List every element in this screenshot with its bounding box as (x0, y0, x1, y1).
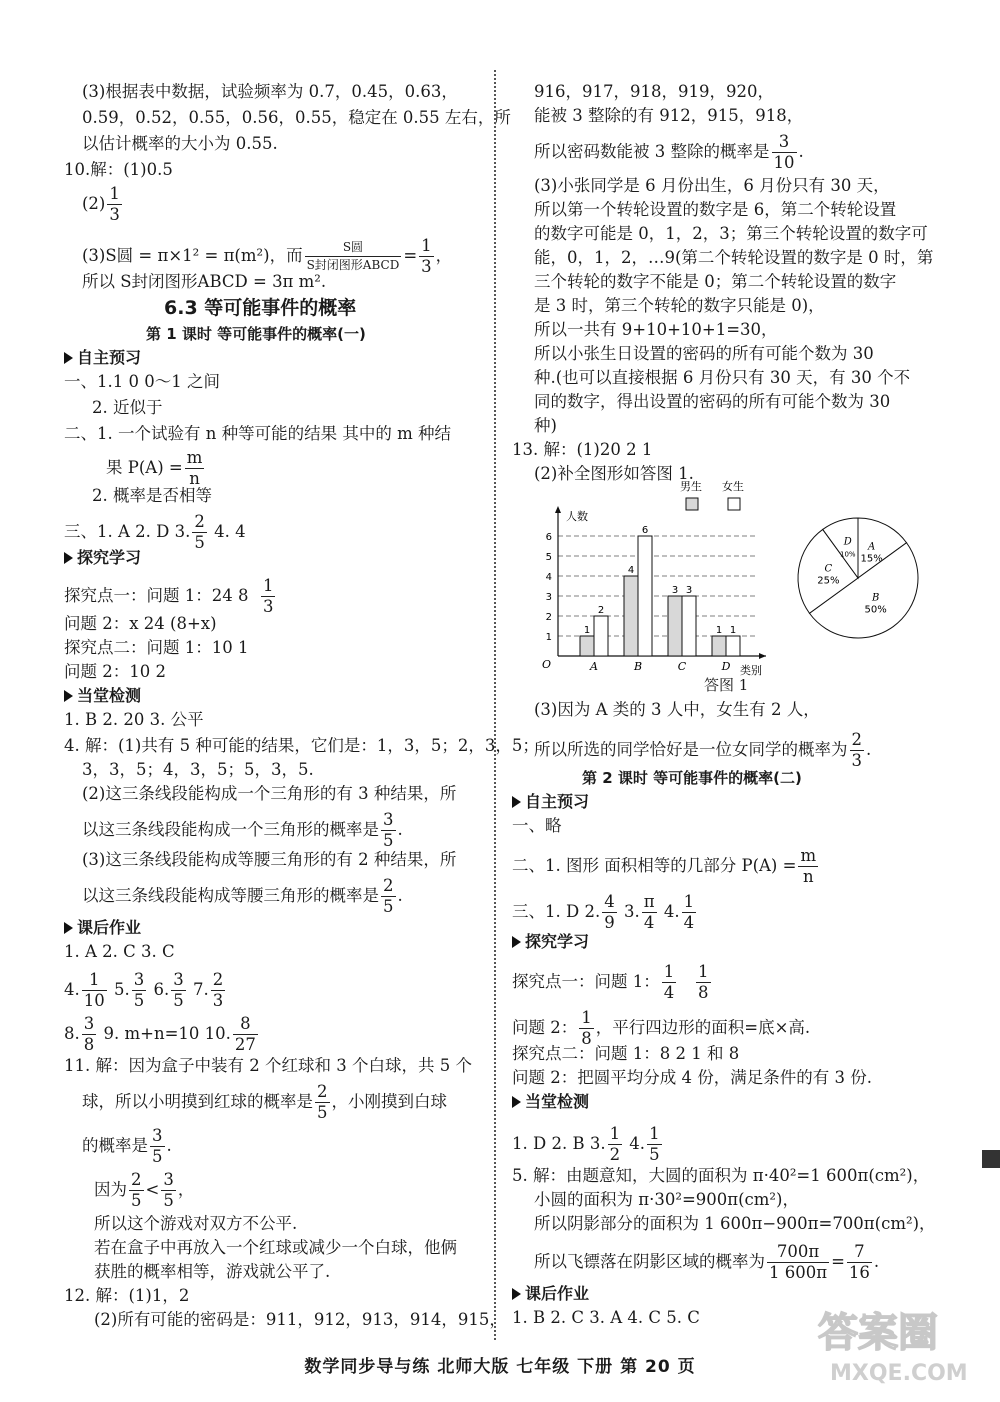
fraction: $\frac{m}{n}$ (186, 448, 203, 488)
page-edge-mark (982, 1150, 1000, 1168)
answer-line: 三个转轮的数字不能是 0；第二个转轮设置的数字 (534, 272, 897, 291)
answer-line: (3)小张同学是 6 月份出生，6 月份只有 30 天， (534, 176, 890, 195)
answer-line: 探究点二：问题 1：10 1 (64, 638, 249, 657)
bar-data-label: 1 (583, 625, 591, 636)
y-tick-label: 2 (545, 612, 552, 623)
heading-explore: 探究学习 (64, 546, 141, 570)
answer-line: 10.解：(1)0.5 (64, 160, 173, 179)
fraction: $\frac{1}{3}$ (109, 184, 120, 224)
fraction: $\frac{1}{4}$ (683, 892, 695, 932)
fraction: $\frac{1}{10}$ (83, 970, 105, 1010)
x-tick-label: B (633, 660, 643, 673)
fraction: $\frac{700\pi}{1 600\pi}$ (769, 1242, 828, 1282)
lesson-title: 第 2 课时 等可能事件的概率(二) (582, 769, 802, 787)
fraction: $\frac{3}{5}$ (152, 1126, 163, 1166)
answer-line: 4. 解：(1)共有 5 种可能的结果，它们是：1，3，5；2，3，5； (64, 736, 539, 755)
answer-line: 3，3，5；4，3，5；5，3，5. (82, 760, 314, 779)
column-divider (494, 70, 496, 1340)
answer-line: 4. $\frac{1}{10}$ 5. $\frac{3}{5}$ 6. $\frac{3}{5}$ 7. $\frac{2}{3}$ (64, 970, 224, 1010)
pie-slice-percent: 15% (860, 553, 883, 565)
answer-line: 1. B 2. 20 3. 公平 (64, 710, 204, 729)
fraction: $\frac{2}{5}$ (317, 1082, 328, 1122)
origin-label: O (542, 658, 552, 671)
pie-slice-percent: 10% (840, 550, 856, 559)
answer-line: 所以第一个转轮设置的数字是 6，第二个转轮设置 (534, 200, 897, 219)
heading-check: 当堂检测 (64, 684, 141, 708)
fraction: $\frac{2}{5}$ (131, 1170, 142, 1210)
answer-line: 所以飞镖落在阴影区域的概率为 $\frac{700\pi}{1 600\pi}$ = $\frac{7}{16}$ . (534, 1242, 880, 1282)
fraction: $\frac{1}{5}$ (649, 1124, 660, 1164)
answer-line: 8. $\frac{3}{8}$ 9. m+n=10 10. $\frac{8}{27}$ (64, 1014, 256, 1054)
fraction: $\frac{2}{5}$ (194, 512, 205, 552)
answer-line: 0.59，0.52，0.55，0.56，0.55，稳定在 0.55 左右，所 (82, 108, 511, 127)
bar-female-B (638, 536, 652, 656)
answer-line: 所以小张生日设置的密码的所有可能个数为 30 (534, 344, 874, 363)
answer-line: 问题 2： $\frac{1}{8}$ ，平行四边形的面积=底×高. (512, 1008, 811, 1048)
fraction: $\frac{3}{5}$ (133, 970, 145, 1010)
legend-label: 男生 (680, 480, 702, 493)
legend-swatch (728, 498, 740, 510)
fraction: $\frac{3}{5}$ (383, 810, 394, 850)
answer-line: 所以密码数能被 3 整除的概率是 $\frac{3}{10}$ . (534, 132, 804, 172)
triangle-icon (512, 936, 521, 948)
bar-data-label: 1 (715, 625, 723, 636)
fraction: $\frac{1}{3}$ (262, 576, 274, 616)
triangle-icon (64, 552, 73, 564)
x-tick-label: A (590, 660, 598, 673)
triangle-icon (512, 1288, 521, 1300)
answer-line: 5. 解：由题意知，大圆的面积为 π·40²=1 600π(cm²)， (512, 1166, 930, 1185)
y-tick-label: 5 (545, 552, 552, 563)
bar-male-C (668, 596, 682, 656)
answer-line: 所以这个游戏对双方不公平. (94, 1214, 298, 1233)
fraction: $\frac{1}{2}$ (609, 1124, 621, 1164)
fraction: $\frac{1}{4}$ (663, 962, 675, 1002)
heading-homework: 课后作业 (512, 1282, 589, 1306)
answer-line: (2)所有可能的密码是：911，912，913，914，915， (94, 1310, 506, 1329)
answer-line: 所以一共有 9+10+10+1=30， (534, 320, 778, 339)
answer-line: (3)根据表中数据，试验频率为 0.7，0.45，0.63， (82, 82, 458, 101)
answer-line: 三、1. A 2. D 3. $\frac{2}{5}$ 4. 4 (64, 512, 246, 552)
section-title: 6.3 等可能事件的概率 (164, 297, 357, 319)
answer-line: 12. 解：(1)1，2 (64, 1286, 190, 1305)
page-footer: 数学同步导与练 北师大版 七年级 下册 第 20 页 (304, 1357, 696, 1377)
fraction: $\frac{1}{8}$ (581, 1008, 592, 1048)
answer-line: 获胜的概率相等，游戏就公平了. (94, 1262, 331, 1281)
watermark-text: 答案圈 (818, 1310, 938, 1356)
answer-line: 若在盒子中再放入一个红球或减少一个白球，他俩 (94, 1238, 457, 1257)
answer-line: 小圆的面积为 π·30²=900π(cm²)， (534, 1190, 799, 1209)
heading-preview: 自主预习 (512, 790, 589, 814)
answer-line: (2)补全图形如答图 1. (534, 464, 694, 483)
answer-line: 1. A 2. C 3. C (64, 942, 175, 961)
bar-data-label: 6 (641, 525, 649, 536)
heading-explore: 探究学习 (512, 930, 589, 954)
answer-line: 一、1.1 0 0～1 之间 (64, 372, 220, 391)
answer-line: 二、1. 图形 面积相等的几部分 P(A) = $\frac{m}{n}$ (512, 846, 817, 886)
fraction: $\frac{3}{5}$ (163, 1170, 174, 1210)
answer-line: 2. 近似于 (92, 398, 163, 417)
x-tick-label: D (721, 660, 731, 673)
answer-line: 的概率是 $\frac{3}{5}$ . (82, 1126, 172, 1166)
heading-preview: 自主预习 (64, 346, 141, 370)
answer-line: 问题 2：把圆平均分成 4 份，满足条件的有 3 份. (512, 1068, 872, 1087)
lesson-title: 第 1 课时 等可能事件的概率(一) (146, 325, 366, 343)
watermark-logo (808, 1298, 988, 1390)
fraction: $\frac{4}{9}$ (604, 892, 615, 932)
pie-slice-percent: 50% (864, 604, 887, 616)
fraction: $\frac{2}{3}$ (851, 730, 862, 770)
watermark-url: MXQE.COM (830, 1361, 968, 1386)
x-axis-label: 类别 (740, 664, 762, 677)
triangle-icon (512, 796, 521, 808)
bar-data-label: 3 (671, 585, 679, 596)
answer-line: (3)因为 A 类的 3 人中，女生有 2 人， (534, 700, 820, 719)
answer-line: 一、略 (512, 816, 562, 835)
fraction: $\frac{2}{5}$ (383, 876, 394, 916)
triangle-icon (64, 690, 73, 702)
bar-data-label: 1 (729, 625, 737, 636)
answer-line: 能，0，1，2，…9(第二个转轮设置的数字是 0 时，第 (534, 248, 934, 267)
answer-line: 探究点一：问题 1：24 8 $\frac{1}{3}$ (64, 576, 274, 616)
fraction: $\frac{2}{3}$ (212, 970, 224, 1010)
answer-line: 问题 2：10 2 (64, 662, 166, 681)
answer-line: 所以阴影部分的面积为 1 600π−900π=700π(cm²)， (534, 1214, 936, 1233)
bar-data-label: 3 (685, 585, 693, 596)
answer-line: 探究点二：问题 1：8 2 1 和 8 (512, 1044, 740, 1063)
answer-line: 种) (534, 416, 557, 435)
pie-slice-label: A (868, 541, 876, 553)
answer-line: 因为 $\frac{2}{5}$ < $\frac{3}{5}$ ， (94, 1170, 195, 1210)
answer-line: 果 P(A) = $\frac{m}{n}$ (106, 448, 203, 488)
answer-line: 1. B 2. C 3. A 4. C 5. C (512, 1308, 700, 1327)
bar-female-C (682, 596, 696, 656)
answer-line: (3)S圆 = π×1² = π(m²)，而 $\frac{\text{S圆}}{\text{S封闭图形ABCD}}$ = $\frac{1}{3}$ ， (82, 236, 453, 276)
answer-line: 1. D 2. B 3. $\frac{1}{2}$ 4. $\frac{1}{5}$ (512, 1124, 660, 1164)
answer-figure-chart (530, 478, 950, 688)
heading-homework: 课后作业 (64, 916, 141, 940)
answer-line: 二、1. 一个试验有 n 种等可能的结果 其中的 m 种结 (64, 424, 451, 443)
heading-check: 当堂检测 (512, 1090, 589, 1114)
y-tick-label: 4 (545, 572, 552, 583)
answer-line: 所以所选的同学恰好是一位女同学的概率为 $\frac{2}{3}$ . (534, 730, 872, 770)
answer-line: 13. 解：(1)20 2 1 (512, 440, 653, 459)
figure-caption: 答图 1 (704, 676, 749, 694)
pie-slice-label: D (843, 536, 852, 548)
bar-male-D (712, 636, 726, 656)
answer-line: (2) $\frac{1}{3}$ (82, 184, 120, 224)
bar-male-B (624, 576, 638, 656)
answer-line: 以这三条线段能构成一个三角形的概率是 $\frac{3}{5}$ . (82, 810, 403, 850)
y-tick-label: 1 (545, 632, 552, 643)
legend-swatch (686, 498, 698, 510)
triangle-icon (64, 922, 73, 934)
bar-data-label: 2 (597, 605, 605, 616)
bar-male-A (580, 636, 594, 656)
answer-line: 问题 2：x 24 (8+x) (64, 614, 217, 633)
bar-female-A (594, 616, 608, 656)
answer-line: (2)这三条线段能构成一个三角形的有 3 种结果，所 (82, 784, 457, 803)
fraction: $\frac{1}{3}$ (421, 236, 432, 276)
fraction: $\frac{7}{16}$ (848, 1242, 870, 1282)
answer-line: 的数字可能是 0，1，2，3；第三个转轮设置的数字可 (534, 224, 928, 243)
y-axis-arrow (555, 506, 561, 513)
y-axis-label: 人数 (566, 510, 588, 523)
fraction: $\frac{\pi}{4}$ (643, 892, 655, 932)
fraction: $\frac{3}{5}$ (173, 970, 184, 1010)
pie-chart (798, 518, 918, 638)
pie-slice-percent: 25% (817, 575, 840, 587)
fraction: $\frac{\text{S圆}}{\text{S封闭图形ABCD}}$ (306, 240, 400, 272)
x-tick-label: C (677, 660, 687, 673)
answer-line: 三、1. D 2. $\frac{4}{9}$ 3. $\frac{\pi}{4}$ 4. $\frac{1}{4}$ (512, 892, 695, 932)
answer-line: 同的数字，得出设置的密码的所有可能个数为 30 (534, 392, 891, 411)
pie-slice-label: C (824, 563, 833, 575)
legend-label: 女生 (722, 480, 744, 493)
answer-line: 是 3 时，第三个转轮的数字只能是 0)， (534, 296, 825, 315)
bar-chart (542, 479, 766, 677)
answer-line: 11. 解：因为盒子中装有 2 个红球和 3 个白球，共 5 个 (64, 1056, 472, 1075)
answer-line: 球，所以小明摸到红球的概率是 $\frac{2}{5}$ ，小刚摸到白球 (82, 1082, 447, 1122)
bar-data-label: 4 (627, 565, 635, 576)
triangle-icon (512, 1096, 521, 1108)
fraction: $\frac{m}{n}$ (800, 846, 817, 886)
fraction: $\frac{8}{27}$ (234, 1014, 256, 1054)
answer-line: 916，917，918，919，920， (534, 82, 774, 101)
answer-line: 种.(也可以直接根据 6 月份只有 30 天，有 30 个不 (534, 368, 911, 387)
fraction: $\frac{3}{10}$ (773, 132, 795, 172)
answer-line: 以估计概率的大小为 0.55. (82, 134, 278, 153)
answer-line: 2. 概率是否相等 (92, 486, 212, 505)
answer-line: (3)这三条线段能构成等腰三角形的有 2 种结果，所 (82, 850, 457, 869)
answer-line: 探究点一：问题 1： $\frac{1}{4}$ $\frac{1}{8}$ (512, 962, 709, 1002)
y-tick-label: 6 (545, 532, 552, 543)
triangle-icon (64, 352, 73, 364)
answer-line: 所以 S封闭图形ABCD = 3π m². (82, 272, 327, 291)
answer-line: 能被 3 整除的有 912，915，918， (534, 106, 804, 125)
pie-slice-label: B (871, 592, 880, 604)
answer-line: 以这三条线段能构成等腰三角形的概率是 $\frac{2}{5}$ . (82, 876, 403, 916)
fraction: $\frac{1}{8}$ (698, 962, 709, 1002)
bar-female-D (726, 636, 740, 656)
x-axis-arrow (759, 653, 766, 659)
y-tick-label: 3 (545, 592, 552, 603)
fraction: $\frac{3}{8}$ (83, 1014, 95, 1054)
